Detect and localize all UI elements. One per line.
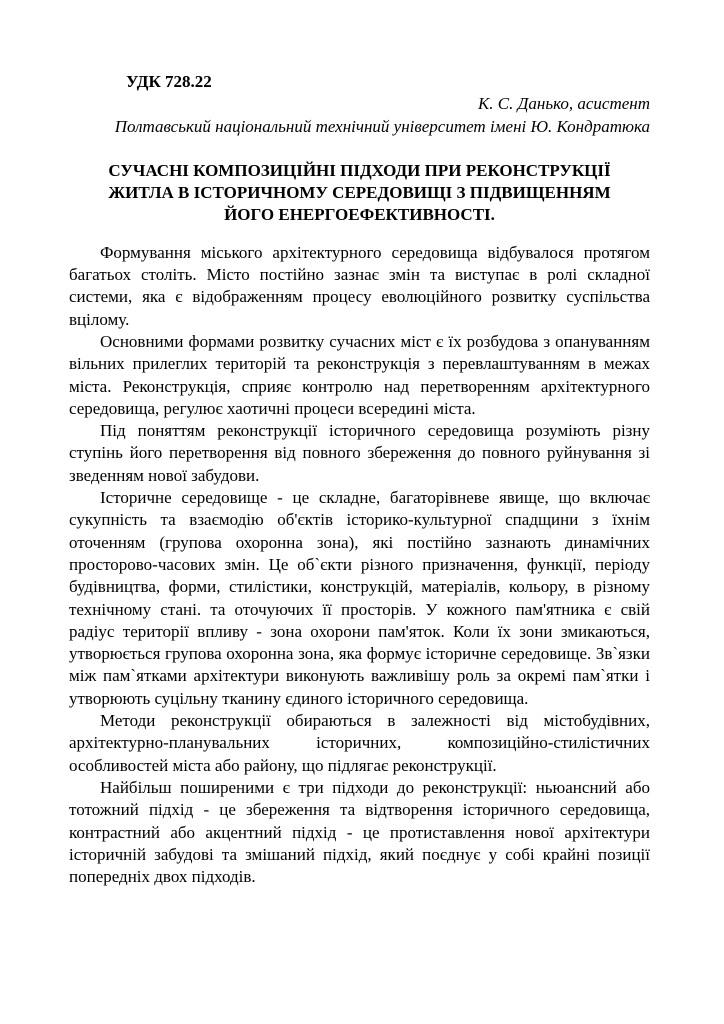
article-title-line-3: ЙОГО ЕНЕРГОЕФЕКТИВНОСТІ. — [224, 205, 495, 225]
paragraph: Історичне середовище - це складне, багаторівневе явище, що включає сукупність та взаємодію об'єктів історико-культурної спадщини з їхнім оточенням (групова охоронна зона), які постійно зазнають динамічних просторово-часових змін. Це об`єкти різного призначення, функції, періоду будівництва, форми, стилістики, конструкцій, матеріалів, кольору, в різному технічному стані. та оточуючих її просторів. У кожного пам'ятника є свій радіус території впливу - зона охорони пам'яток. Коли їх зони змикаються, утворюється групова охоронна зона, яка формує історичне середовище. Зв`язки між пам`ятками архітектури виконують важливішу роль за окремі пам`ятки і утворюють суцільну тканину єдиного історичного середовища. — [69, 488, 650, 708]
author-line: К. С. Данько, асистент — [477, 94, 650, 114]
paragraph: Методи реконструкції обираються в залежності від містобудівних, архітектурно-планувальних історичних, композиційно-стилістичних особливостей міста або району, що підлягає реконструкції. — [69, 711, 650, 775]
article-title-line-1: СУЧАСНІ КОМПОЗИЦІЙНІ ПІДХОДИ ПРИ РЕКОНСТРУКЦІЇ — [108, 160, 611, 180]
affiliation-line: Полтавський національний технічний університет імені Ю. Кондратюка — [114, 116, 650, 136]
paragraph: Найбільш поширеними є три підходи до реконструкції: ньюансний або тотожний підхід - це збереження та відтворення історичного середовища, контрастний або акцентний підхід - це протиставлення нової архітектури історичній забудові та змішаний підхід, який поєднує у собі крайні позиції попередніх двох підходів. — [69, 777, 650, 887]
article-body — [69, 242, 650, 889]
paragraph: Формування міського архітектурного середовища відбувалося протягом багатьох століть. Місто постійно зазнає змін та виступає в ролі складної системи, яка є відображенням процесу еволюційного розвитку суспільства вцілому. — [69, 242, 650, 329]
article-title — [69, 160, 650, 227]
article-title-line-2: ЖИТЛА В ІСТОРИЧНОМУ СЕРЕДОВИЩІ З ПІДВИЩЕННЯМ — [108, 183, 611, 203]
paragraph: Під поняттям реконструкції історичного середовища розуміють різну ступінь його перетворення від повного збереження до повного руйнування зі зведенням нової забудови. — [69, 421, 650, 485]
paragraph: Основними формами розвитку сучасних міст є їх розбудова з опануванням вільних прилеглих територій та реконструкція з перевлаштуванням в межах міста. Реконструкція, сприяє контролю над перетворенням архітектурного середовища, регулює хаотичні процеси всередині міста. — [69, 331, 650, 418]
udc-code: УДК 728.22 — [126, 72, 212, 91]
